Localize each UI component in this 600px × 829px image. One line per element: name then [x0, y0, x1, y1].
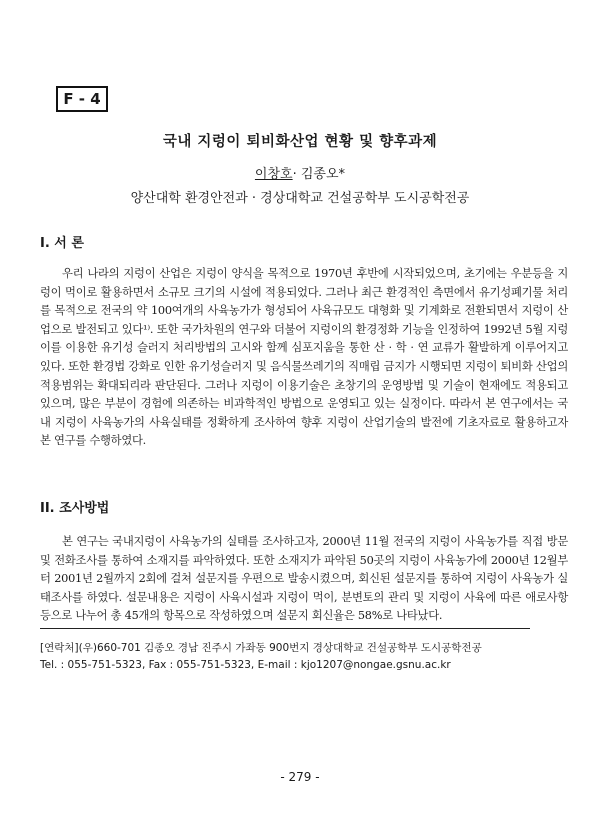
author-second: 김종오* [300, 167, 346, 182]
affiliation: 양산대학 환경안전과 · 경상대학교 건설공학부 도시공학전공 [130, 191, 470, 206]
paper-code: F - 4 [63, 90, 101, 108]
section-body-introduction: 우리 나라의 지렁이 산업은 지렁이 양식을 목적으로 1970년 후반에 시작되었으며, 초기에는 우분등을 지렁이 먹이로 활용하면서 소규모 크기의 시설에 적용되었다. 그러나 최근 환경적인 측면에서 유기성폐기물 처리를 목적으로 전국의 약 100여개의 사육농가가 형성되어 사육규모도 대형화 및 기계화로 전환되면서 지렁이 산업으로 발전되고 있다¹⁾. 또한 국가차원의 연구와 더불어 지렁이의 환경정화 기능을 인정하여 1992년 5월 지렁이를 이용한 유기성 슬러지 처리방법의 고시와 함께 심포지움을 통한 산 · 학 · 연 교류가 활발하게 이루어지고 있다. 또한 환경법 강화로 인한 유기성슬러지 및 음식물쓰레기의 직매립 금지가 시행되면 지렁이 퇴비화 산업의 적용범위는 확대되리라 판단된다. 그러나 지렁이 이용기술은 초창기의 운영방법 및 기술이 현재에도 적용되고 있으며, 많은 부분이 경험에 의존하는 비과학적인 방법으로 운영되고 있는 실정이다. 따라서 본 연구에서는 국내 지렁이 사육농가의 사육실태를 정확하게 조사하여 향후 지렁이 산업기술의 발전에 기초자료로 활용하고자 본 연구를 수행하였다. [40, 267, 568, 448]
paper-code-box [56, 86, 108, 112]
contact-address: [연락처](우)660-701 김종오 경남 진주시 가좌동 900번지 경상대학교 건설공학부 도시공학전공 [40, 642, 482, 654]
section-heading-methods: II. 조사방법 [40, 501, 110, 516]
section-heading-introduction: I. 서 론 [40, 236, 84, 251]
paper-title: 국내 지렁이 퇴비화산업 현황 및 향후과제 [162, 134, 438, 150]
page-number: - 279 - [280, 770, 320, 784]
contact-phone-email: Tel. : 055-751-5323, Fax : 055-751-5323, E-mail : kjo1207@nongae.gsnu.ac.kr [40, 659, 451, 671]
author-line [0, 163, 600, 182]
author-separator: · [292, 167, 301, 182]
author-first: 이창호 [254, 167, 293, 182]
section-body-methods: 본 연구는 국내지렁이 사육농가의 실태를 조사하고자, 2000년 11월 전국의 지렁이 사육농가를 직접 방문 및 전화조사를 통하여 소재지를 파악하였다. 또한 소재지가 파악된 50곳의 지렁이 사육농가에 2000년 12월부터 2001년 2월까지 2회에 걸쳐 설문지를 우편으로 발송시켰으며, 회신된 설문지를 통하여 지렁이 사육농가 실태조사를 하였다. 설문내용은 지렁이 사육시설과 지렁이 먹이, 분변토의 관리 및 지렁이 사육에 따른 애로사항 등으로 나누어 총 45개의 항목으로 작성하였으며 설문지 회신율은 58%로 나타났다. [40, 535, 568, 623]
footnote-divider [40, 628, 530, 629]
